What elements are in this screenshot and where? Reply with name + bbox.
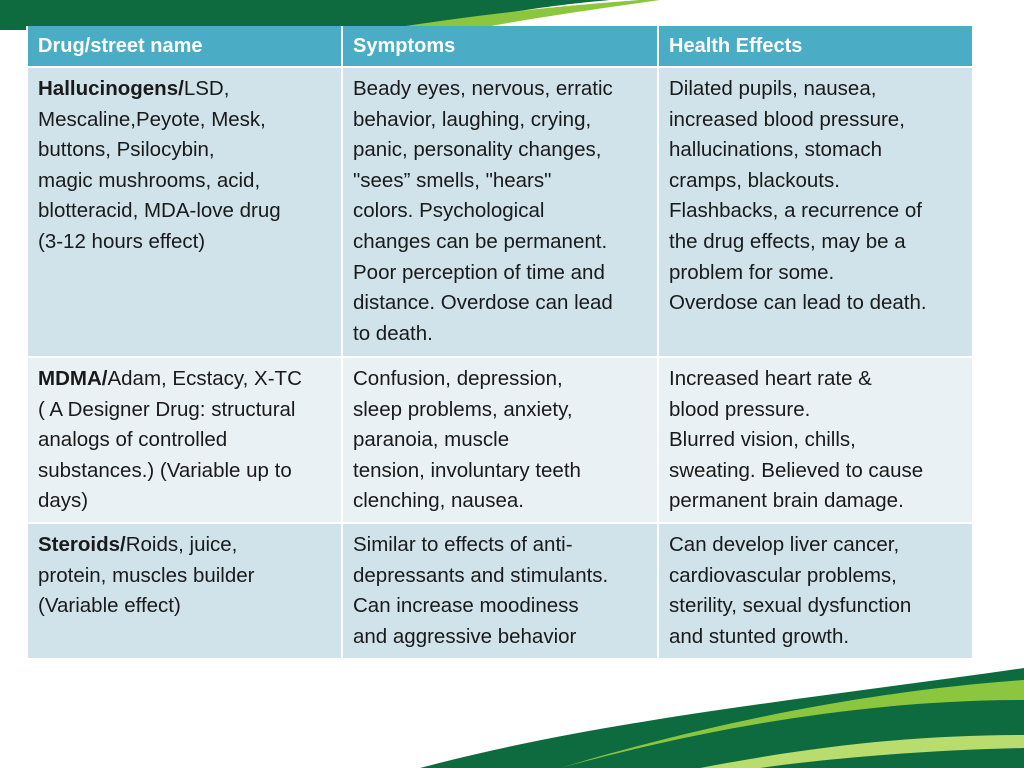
street-name-line: substances.) (Variable up to bbox=[38, 458, 292, 482]
table-row bbox=[27, 67, 973, 357]
symptoms-line: Can increase moodiness bbox=[353, 594, 579, 618]
symptoms-line: clenching, nausea. bbox=[353, 489, 524, 513]
symptoms-cell bbox=[342, 357, 658, 523]
effects-line: and stunted growth. bbox=[669, 624, 850, 648]
drug-name-cell bbox=[27, 67, 342, 357]
symptoms-cell bbox=[342, 67, 658, 357]
effects-line: Can develop liver cancer, bbox=[669, 533, 900, 556]
street-name-line: ( A Designer Drug: structural bbox=[38, 397, 296, 421]
effects-line: the drug effects, may be a bbox=[669, 229, 906, 253]
symptoms-line: changes can be permanent. bbox=[353, 229, 608, 253]
header-health-effects: Health Effects bbox=[658, 26, 973, 67]
street-name-line: LSD, bbox=[183, 77, 230, 100]
symptoms-line: sleep problems, anxiety, bbox=[353, 397, 573, 421]
effects-line: cramps, blackouts. bbox=[669, 168, 840, 192]
effects-line: Blurred vision, chills, bbox=[669, 428, 856, 452]
effects-line: hallucinations, stomach bbox=[669, 138, 883, 162]
drug-table bbox=[26, 26, 974, 660]
symptoms-line: Similar to effects of anti- bbox=[353, 533, 573, 556]
street-name-line: (Variable effect) bbox=[38, 594, 181, 618]
symptoms-line: depressants and stimulants. bbox=[353, 563, 609, 587]
symptoms-line: paranoia, muscle bbox=[353, 428, 510, 452]
street-name-line: Mescaline,Peyote, Mesk, bbox=[38, 107, 266, 131]
street-name-line: (3-12 hours effect) bbox=[38, 229, 206, 253]
header-symptoms: Symptoms bbox=[342, 26, 658, 67]
symptoms-line: Poor perception of time and bbox=[353, 260, 605, 284]
effects-line: Flashbacks, a recurrence of bbox=[669, 199, 922, 223]
effects-line: permanent brain damage. bbox=[669, 489, 904, 513]
effects-line: blood pressure. bbox=[669, 397, 811, 421]
drug-class: Steroids/ bbox=[38, 533, 126, 556]
effects-line: Increased heart rate & bbox=[669, 367, 872, 390]
symptoms-line: "sees” smells, "hears" bbox=[353, 168, 552, 192]
symptoms-line: tension, involuntary teeth bbox=[353, 458, 581, 482]
effects-line: sweating. Believed to cause bbox=[669, 458, 924, 482]
street-name-line: magic mushrooms, acid, bbox=[38, 168, 261, 192]
symptoms-line: Confusion, depression, bbox=[353, 367, 563, 390]
table-row bbox=[27, 523, 973, 659]
street-name-line: days) bbox=[38, 489, 89, 513]
street-name-line: Roids, juice, bbox=[125, 533, 238, 556]
street-name-line: Adam, Ecstacy, X-TC bbox=[107, 367, 302, 390]
street-name-line: analogs of controlled bbox=[38, 428, 228, 452]
effects-line: cardiovascular problems, bbox=[669, 563, 897, 587]
effects-line: sterility, sexual dysfunction bbox=[669, 594, 912, 618]
street-name-line: blotteracid, MDA-love drug bbox=[38, 199, 281, 223]
symptoms-line: colors. Psychological bbox=[353, 199, 545, 223]
symptoms-line: Beady eyes, nervous, erratic bbox=[353, 77, 613, 100]
health-effects-cell bbox=[658, 357, 973, 523]
drug-name-cell bbox=[27, 357, 342, 523]
bottom-dark-swoosh bbox=[420, 668, 1024, 768]
effects-line: increased blood pressure, bbox=[669, 107, 905, 131]
effects-line: Overdose can lead to death. bbox=[669, 291, 927, 315]
symptoms-line: to death. bbox=[353, 321, 433, 345]
drug-class: MDMA/ bbox=[38, 367, 108, 390]
health-effects-cell bbox=[658, 67, 973, 357]
health-effects-cell bbox=[658, 523, 973, 659]
symptoms-line: panic, personality changes, bbox=[353, 138, 602, 162]
effects-line: problem for some. bbox=[669, 260, 835, 284]
header-row bbox=[27, 26, 973, 67]
symptoms-line: distance. Overdose can lead bbox=[353, 291, 613, 315]
drug-table-container bbox=[26, 26, 972, 660]
table-row bbox=[27, 357, 973, 523]
street-name-line: buttons, Psilocybin, bbox=[38, 138, 215, 162]
drug-name-cell bbox=[27, 523, 342, 659]
symptoms-line: behavior, laughing, crying, bbox=[353, 107, 592, 131]
header-drug-name: Drug/street name bbox=[27, 26, 342, 67]
drug-class: Hallucinogens/ bbox=[38, 77, 184, 100]
symptoms-cell bbox=[342, 523, 658, 659]
effects-line: Dilated pupils, nausea, bbox=[669, 77, 877, 100]
street-name-line: protein, muscles builder bbox=[38, 563, 255, 587]
symptoms-line: and aggressive behavior bbox=[353, 624, 577, 648]
